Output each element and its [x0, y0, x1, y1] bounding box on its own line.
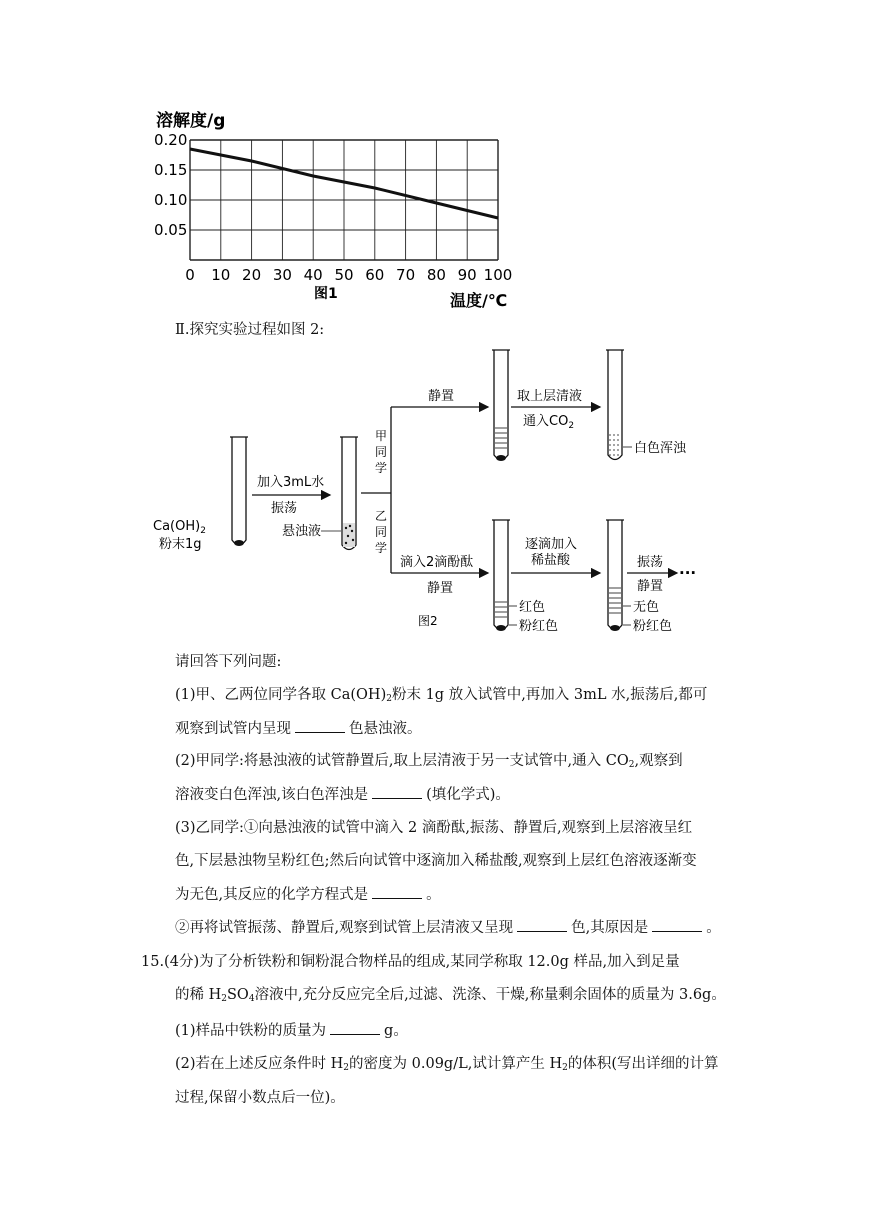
q1-answer-blank[interactable] [295, 718, 345, 733]
test-tube-powder [230, 437, 248, 546]
b-step3-top: 振荡 [637, 555, 664, 570]
q2-answer-blank[interactable] [372, 784, 422, 799]
q15-1-answer-blank[interactable] [330, 1020, 380, 1035]
q3-line1: (3)乙同学:①向悬浊液的试管中滴入 2 滴酚酞,振荡、静置后,观察到上层溶液呈红 [175, 820, 693, 836]
b-step2-bottom: 稀盐酸 [531, 553, 571, 568]
y-tick-label: 0.15 [154, 161, 188, 179]
step1-bottom: 振荡 [271, 501, 298, 516]
figure-2-caption: 图2 [418, 614, 438, 628]
x-tick-label: 70 [396, 266, 416, 284]
a-result: 白色浑浊 [634, 441, 687, 456]
x-tick-label: 50 [334, 266, 354, 284]
questions-intro: 请回答下列问题: [175, 654, 282, 670]
x-tick-label: 0 [185, 266, 195, 284]
q2-line1: (2)甲同学:将悬浊液的试管静置后,取上层清液于另一支试管中,通入 $CO_2$,观察到 [175, 753, 683, 770]
step1-top: 加入3mL水 [257, 475, 325, 490]
chart-ylabel: 溶解度/g [156, 111, 226, 131]
ellipsis: ··· [679, 564, 697, 582]
figure-1-caption: 图1 [314, 286, 338, 302]
q3-line3: 为无色,其反应的化学方程式是 。 [175, 884, 441, 905]
y-tick-label: 0.10 [154, 191, 188, 209]
chart-y-ticks [154, 131, 187, 239]
b-step3-bottom: 静置 [637, 579, 664, 594]
x-tick-label: 80 [426, 266, 446, 284]
tube-b2-lower: 粉红色 [633, 619, 673, 634]
tube-b1-upper: 红色 [519, 600, 546, 615]
x-tick-label: 30 [272, 266, 292, 284]
test-tube-a2 [606, 350, 624, 460]
section-title: Ⅱ.探究实验过程如图 2: [175, 322, 325, 338]
tube-b1-lower: 粉红色 [519, 619, 559, 634]
test-tube-b1 [492, 520, 510, 631]
powder-label-2: 粉末1g [159, 537, 202, 552]
y-tick-label: 0.05 [154, 221, 188, 239]
a-step1: 静置 [428, 389, 455, 404]
figure-2 [145, 340, 705, 640]
x-tick-label: 90 [457, 266, 477, 284]
test-tube-b2 [606, 520, 624, 631]
x-tick-label: 60 [365, 266, 385, 284]
tube-b2-upper: 无色 [633, 600, 660, 615]
solubility-chart [150, 100, 530, 310]
y-tick-label: 0.20 [154, 131, 188, 149]
test-tube-suspension [340, 437, 358, 550]
test-tube-a1 [492, 350, 510, 461]
b-step1-bottom: 静置 [427, 581, 454, 596]
figure-1 [150, 100, 530, 310]
q15-line1: 15.(4分)为了分析铁粉和铜粉混合物样品的组成,某同学称取 12.0g 样品,加入到足量 [141, 954, 680, 970]
q3-line2: 色,下层悬浊物呈粉红色;然后向试管中逐滴加入稀盐酸,观察到上层红色溶液逐渐变 [175, 853, 697, 869]
x-tick-label: 20 [242, 266, 262, 284]
chart-x-ticks [185, 266, 512, 284]
student-a: 甲同学 [375, 429, 388, 475]
q1-line1: (1)甲、乙两位同学各取 $Ca(OH)_2$粉末 1g 放入试管中,再加入 3mL 水,振荡后,都可 [175, 687, 708, 704]
x-tick-label: 40 [303, 266, 323, 284]
q3-equation-blank[interactable] [372, 884, 422, 899]
q1-line2: 观察到试管内呈现 色悬浊液。 [175, 718, 422, 739]
a-step2-bottom: 通入$CO_2$ [523, 414, 575, 431]
q15-1-line: (1)样品中铁粉的质量为 g。 [175, 1020, 408, 1041]
q15-2-line1: (2)若在上述反应条件时 $H_2$的密度为 0.09g/L,试计算产生 $H_2$的体积(写出详细的计算 [175, 1056, 719, 1073]
b-step2-top: 逐滴加入 [525, 537, 578, 552]
experiment-diagram [145, 340, 705, 640]
q15-2-line2: 过程,保留小数点后一位)。 [175, 1090, 345, 1106]
suspension-label: 悬浊液 [282, 524, 322, 539]
a-step2-top: 取上层清液 [517, 389, 583, 404]
b-step1-top: 滴入2滴酚酞 [400, 555, 474, 570]
student-b: 乙同学 [375, 509, 388, 555]
q15-line2: 的稀 $H_2SO_4$溶液中,充分反应完全后,过滤、洗涤、干燥,称量剩余固体的质量为 3.6g。 [175, 987, 726, 1004]
q2-line2: 溶液变白色浑浊,该白色浑浊是 (填化学式)。 [175, 784, 510, 805]
q3-line4: ②再将试管振荡、静置后,观察到试管上层清液又呈现 色,其原因是 。 [175, 917, 721, 938]
x-tick-label: 10 [211, 266, 231, 284]
x-tick-label: 100 [483, 266, 513, 284]
powder-label: $Ca(OH)_2$ [153, 519, 206, 536]
q3-reason-blank[interactable] [652, 917, 702, 932]
chart-xlabel: 温度/℃ [450, 291, 508, 310]
q3-color-blank[interactable] [517, 917, 567, 932]
